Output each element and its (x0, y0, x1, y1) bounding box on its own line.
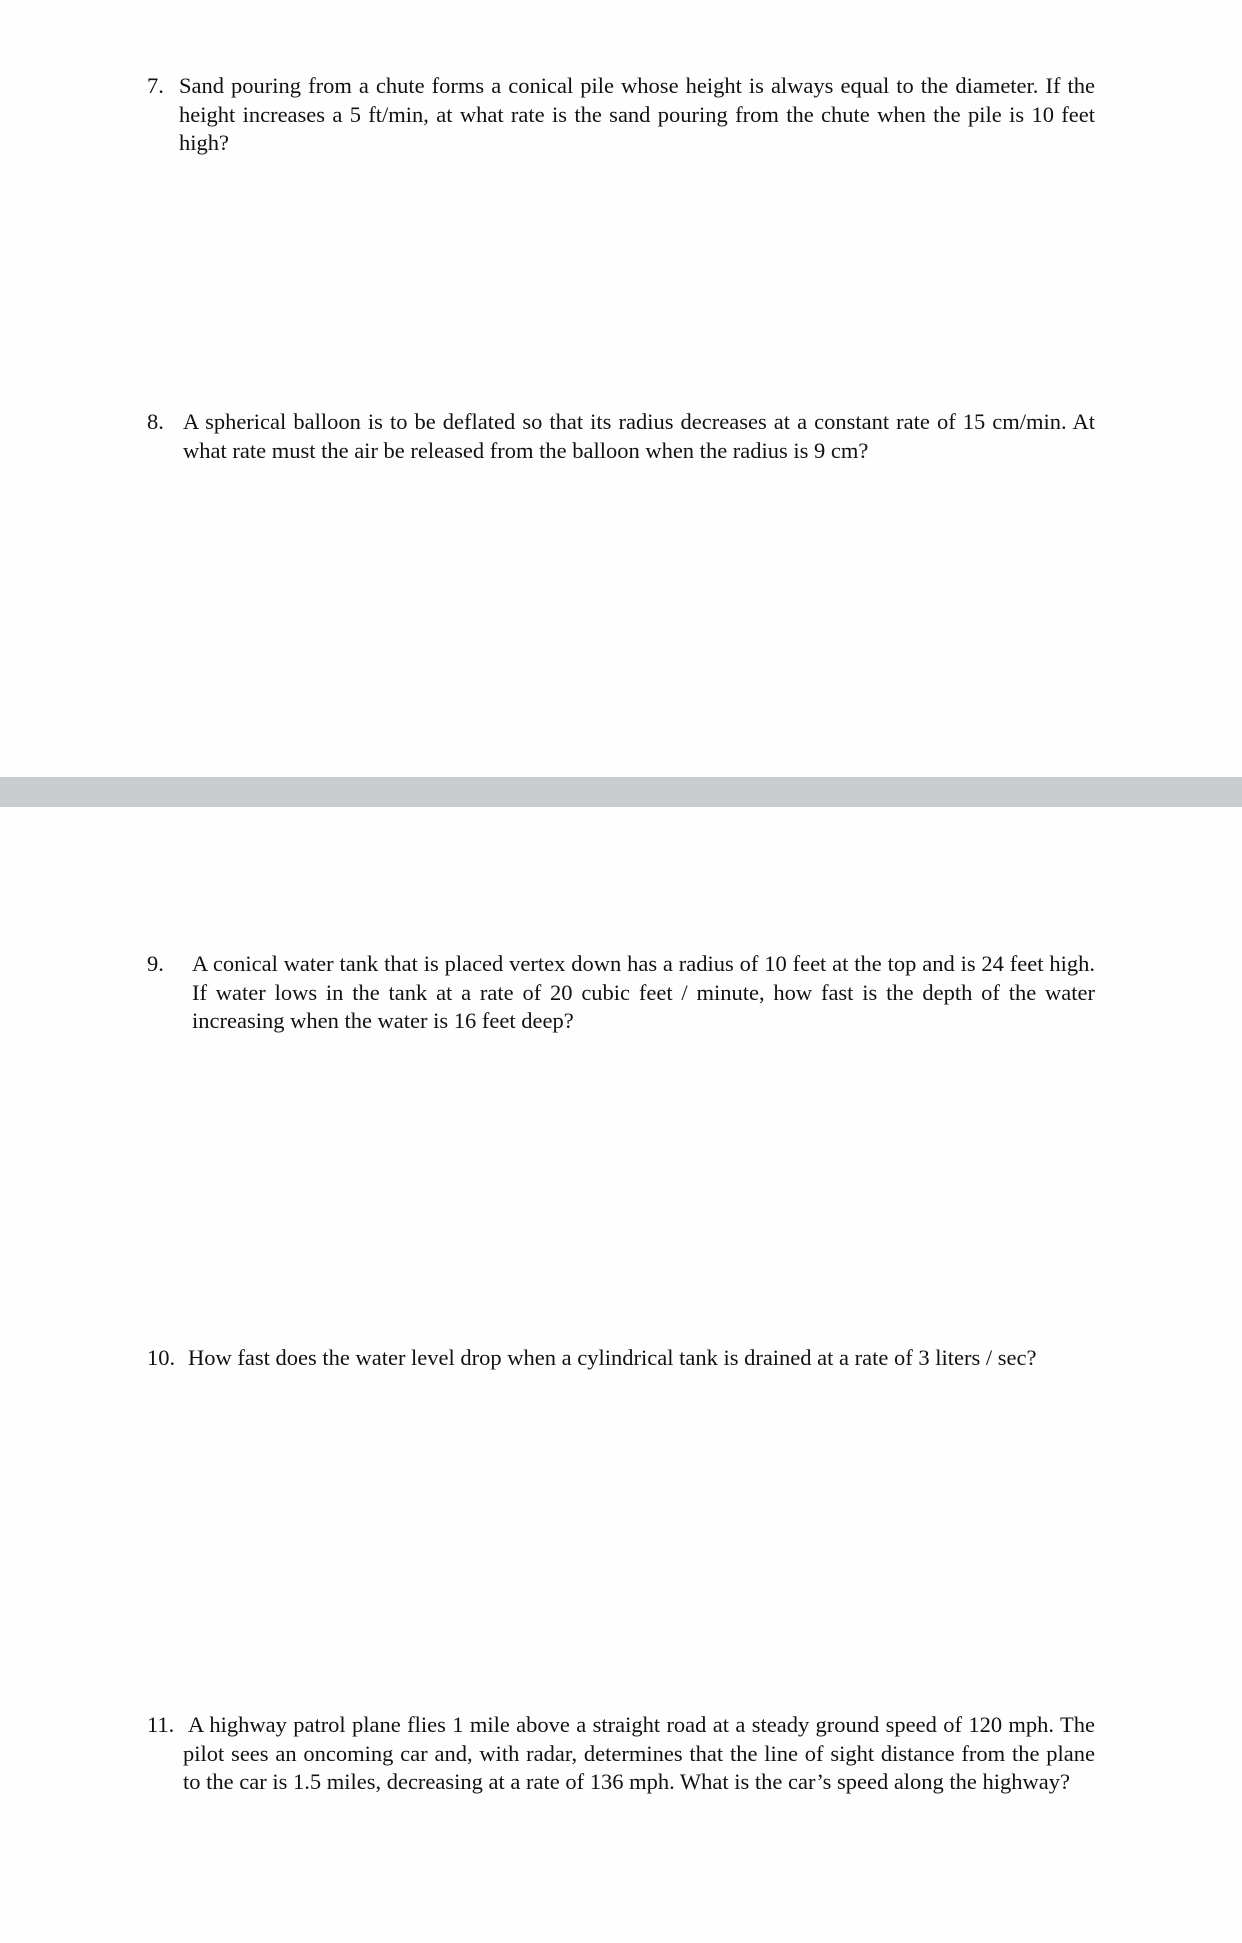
problem-number: 8. (147, 409, 164, 434)
problem-number: 7. (147, 73, 164, 98)
problem-text: Sand pouring from a chute forms a conical pile whose height is always equal to the diameter. If the height increases a 5 ft/min, at what rate is the sand pouring from the chute when the pile is 10 feet high? (179, 73, 1095, 155)
problem-11 (147, 1711, 1095, 1797)
problem-text: A highway patrol plane flies 1 mile above a straight road at a steady ground speed of 120 mph. The pilot sees an oncoming car and, with radar, determines that the line of sight distance from the plane to the car is 1.5 miles, decreasing at a rate of 136 mph. What is the car’s speed along the highway? (183, 1712, 1095, 1794)
problem-7 (147, 72, 1095, 158)
problem-9 (147, 950, 1095, 1036)
problem-number: 10. (147, 1345, 176, 1370)
problem-10 (147, 1344, 1095, 1373)
problem-number: 9. (147, 951, 164, 976)
page-break-divider (0, 777, 1242, 807)
problem-8 (147, 408, 1095, 465)
problem-text: A spherical balloon is to be deflated so that its radius decreases at a constant rate of 15 cm/min. At what rate must the air be released from the balloon when the radius is 9 cm? (183, 409, 1095, 463)
problem-text: How fast does the water level drop when a cylindrical tank is drained at a rate of 3 liters / sec? (188, 1345, 1037, 1370)
problem-text: A conical water tank that is placed vertex down has a radius of 10 feet at the top and is 24 feet high. If water lows in the tank at a rate of 20 cubic feet / minute, how fast is the depth of the water increasing when the water is 16 feet deep? (192, 951, 1095, 1033)
problem-number: 11. (147, 1712, 175, 1737)
